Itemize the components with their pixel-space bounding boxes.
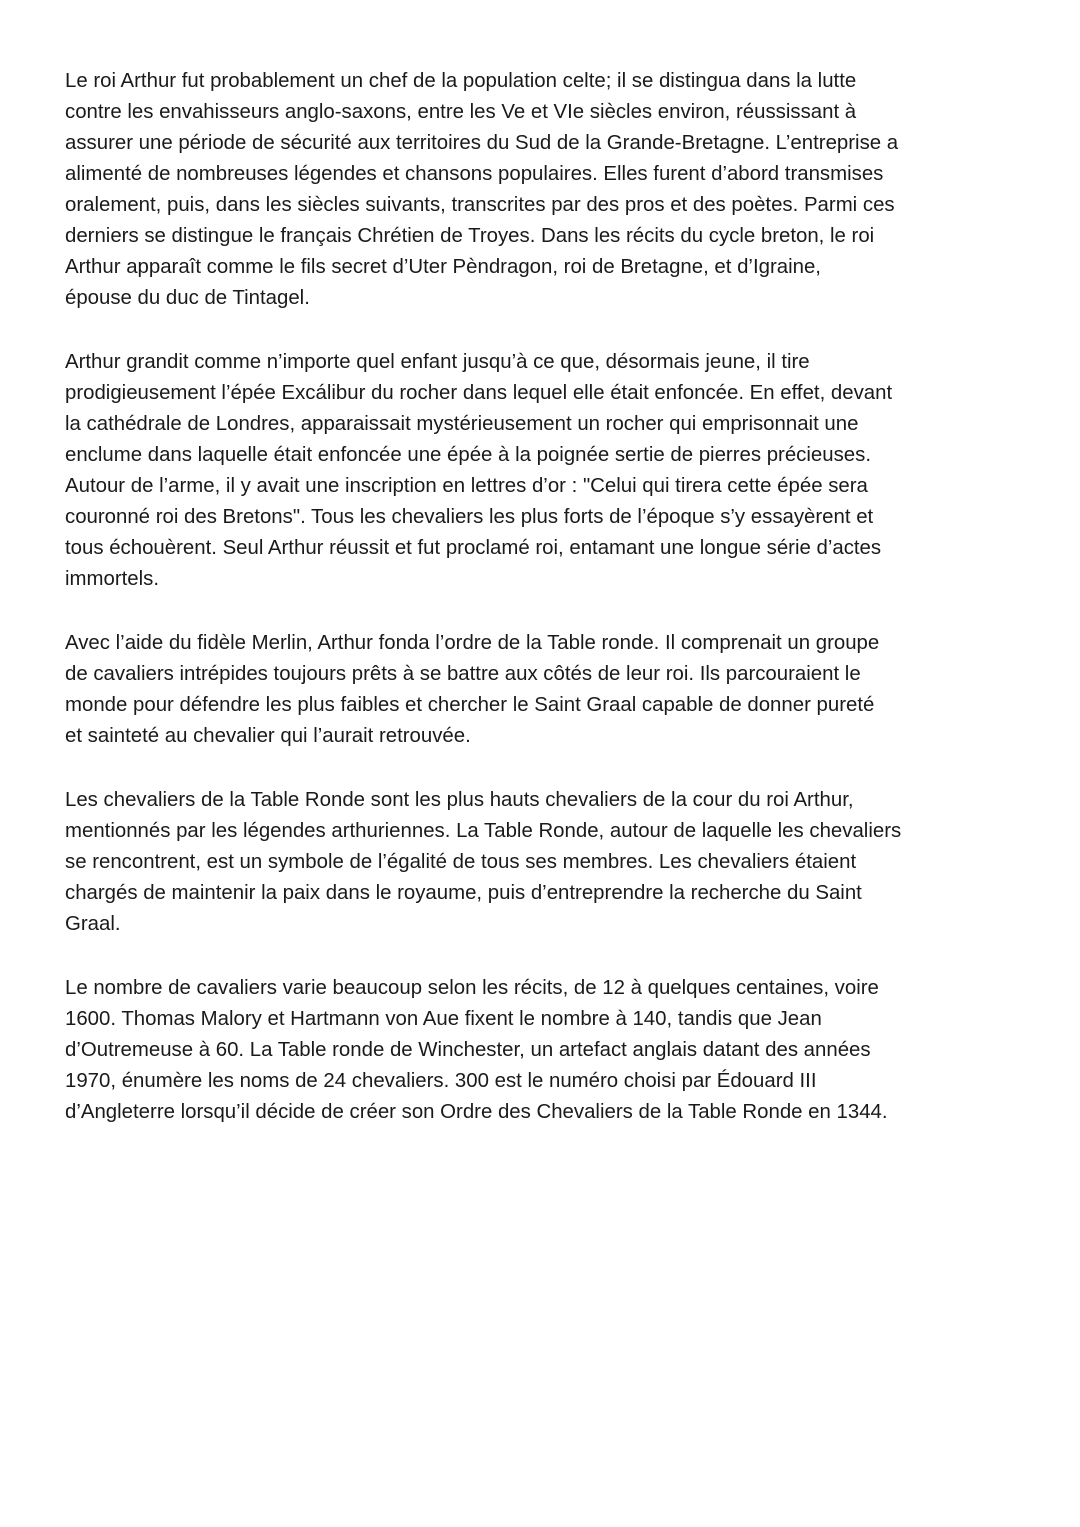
text-line: la cathédrale de Londres, apparaissait mystérieusement un rocher qui emprisonnait une xyxy=(65,413,859,435)
text-line: assurer une période de sécurité aux territoires du Sud de la Grande-Bretagne. L’entreprise a xyxy=(65,132,899,154)
text-line: contre les envahisseurs anglo-saxons, entre les Ve et VIe siècles environ, réussissant à xyxy=(65,101,857,123)
text-line: de cavaliers intrépides toujours prêts à se battre aux côtés de leur roi. Ils parcouraient le xyxy=(65,663,861,685)
paragraph-spacer xyxy=(65,314,1015,347)
text-line: Le roi Arthur fut probablement un chef de la population celte; il se distingua dans la lutte xyxy=(65,70,857,92)
paragraph-2 xyxy=(65,347,1015,595)
text-line: alimenté de nombreuses légendes et chansons populaires. Elles furent d’abord transmises xyxy=(65,163,884,185)
text-line: Les chevaliers de la Table Ronde sont les plus hauts chevaliers de la cour du roi Arthur, xyxy=(65,789,854,811)
text-line: d’Outremeuse à 60. La Table ronde de Winchester, un artefact anglais datant des années xyxy=(65,1039,871,1061)
text-line: 1600. Thomas Malory et Hartmann von Aue fixent le nombre à 140, tandis que Jean xyxy=(65,1008,822,1030)
paragraph-spacer xyxy=(65,940,1015,973)
text-line: mentionnés par les légendes arthuriennes. La Table Ronde, autour de laquelle les chevaliers xyxy=(65,820,902,842)
text-line: Avec l’aide du fidèle Merlin, Arthur fonda l’ordre de la Table ronde. Il comprenait un groupe xyxy=(65,632,880,654)
paragraph-5 xyxy=(65,973,1015,1128)
text-line: Arthur grandit comme n’importe quel enfant jusqu’à ce que, désormais jeune, il tire xyxy=(65,351,810,373)
text-line: d’Angleterre lorsqu’il décide de créer son Ordre des Chevaliers de la Table Ronde en 1344. xyxy=(65,1101,888,1123)
text-line: prodigieusement l’épée Excálibur du rocher dans lequel elle était enfoncée. En effet, devant xyxy=(65,382,893,404)
text-line: Arthur apparaît comme le fils secret d’Uter Pèndragon, roi de Bretagne, et d’Igraine, xyxy=(65,256,821,278)
text-line: monde pour défendre les plus faibles et chercher le Saint Graal capable de donner pureté xyxy=(65,694,875,716)
text-line: couronné roi des Bretons". Tous les chevaliers les plus forts de l’époque s’y essayèrent et xyxy=(65,506,874,528)
document-page xyxy=(65,66,1015,1128)
paragraph-1 xyxy=(65,66,1015,314)
text-line: tous échouèrent. Seul Arthur réussit et fut proclamé roi, entamant une longue série d’actes xyxy=(65,537,882,559)
text-line: se rencontrent, est un symbole de l’égalité de tous ses membres. Les chevaliers étaient xyxy=(65,851,857,873)
text-line: chargés de maintenir la paix dans le royaume, puis d’entreprendre la recherche du Saint xyxy=(65,882,862,904)
text-line: et sainteté au chevalier qui l’aurait retrouvée. xyxy=(65,725,471,747)
text-line: Le nombre de cavaliers varie beaucoup selon les récits, de 12 à quelques centaines, voire xyxy=(65,977,879,999)
text-line: oralement, puis, dans les siècles suivants, transcrites par des pros et des poètes. Parmi ces xyxy=(65,194,895,216)
text-line: Graal. xyxy=(65,913,121,935)
text-line: 1970, énumère les noms de 24 chevaliers. 300 est le numéro choisi par Édouard III xyxy=(65,1070,817,1092)
paragraph-spacer xyxy=(65,595,1015,628)
paragraph-4 xyxy=(65,785,1015,940)
paragraph-spacer xyxy=(65,752,1015,785)
text-line: épouse du duc de Tintagel. xyxy=(65,287,310,309)
text-line: derniers se distingue le français Chrétien de Troyes. Dans les récits du cycle breton, le roi xyxy=(65,225,875,247)
paragraph-3 xyxy=(65,628,1015,752)
text-line: immortels. xyxy=(65,568,160,590)
text-line: Autour de l’arme, il y avait une inscription en lettres d’or : "Celui qui tirera cette épée sera xyxy=(65,475,868,497)
text-line: enclume dans laquelle était enfoncée une épée à la poignée sertie de pierres précieuses. xyxy=(65,444,871,466)
